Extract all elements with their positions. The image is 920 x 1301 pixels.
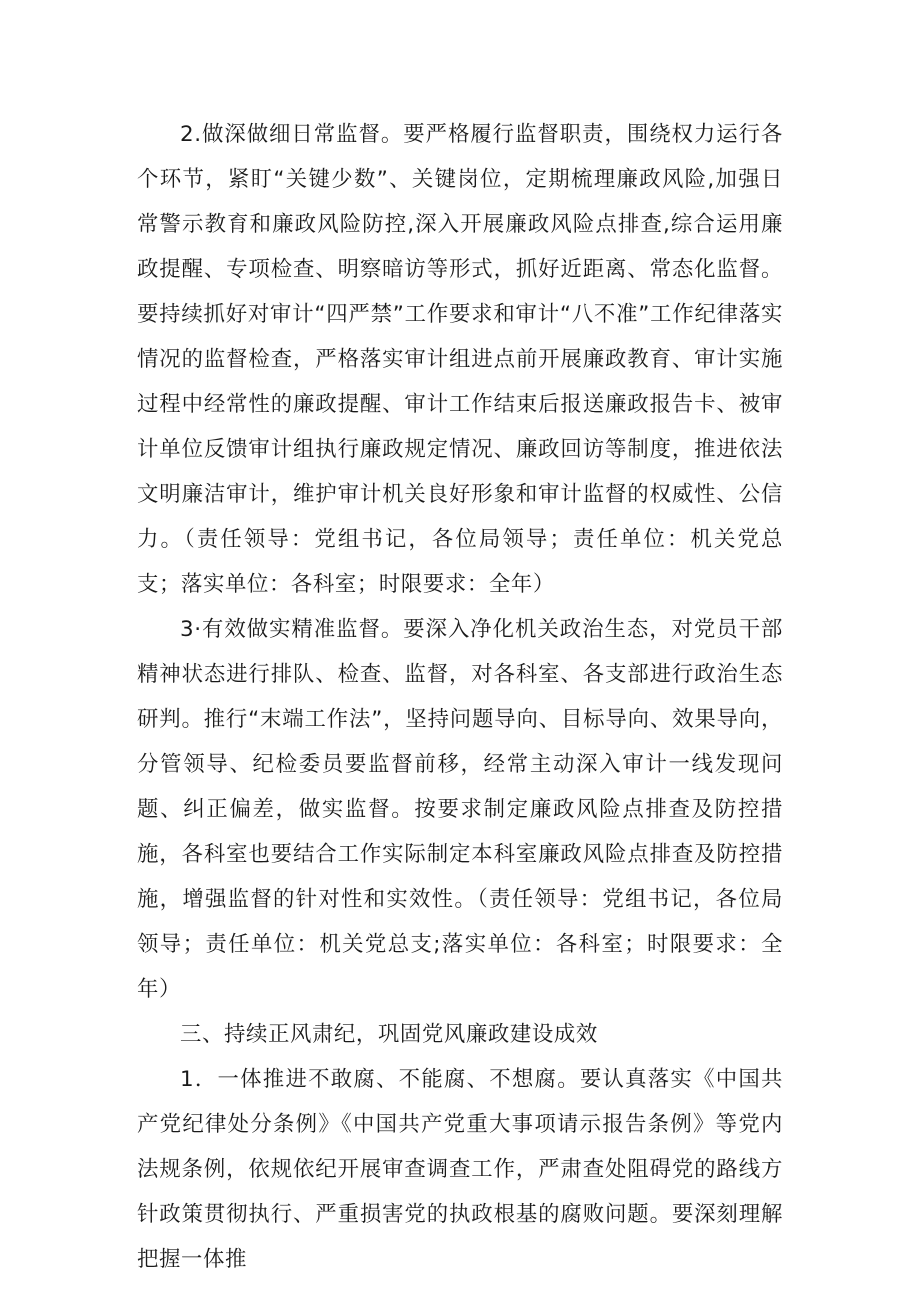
document-body <box>137 112 783 1282</box>
paragraph-anti-corruption: 1．一体推进不敢腐、不能腐、不想腐。要认真落实《中国共产党纪律处分条例》《中国共产党重大事项请示报告条例》等党内法规条例，依规依纪开展审查调查工作，严肃查处阻碍党的路线方针政策贯彻执行、严重损害党的执政根基的腐败问题。要深刻理解把握一体推 <box>137 1067 783 1272</box>
paragraph-precise-supervision: 3·有效做实精准监督。要深入净化机关政治生态，对党员干部精神状态进行排队、检查、监督，对各科室、各支部进行政治生态研判。推行“末端工作法”，坚持问题导向、目标导向、效果导向，分管领导、纪检委员要监督前移，经常主动深入审计一线发现问题、纠正偏差，做实监督。按要求制定廉政风险点排查及防控措施，各科室也要结合工作实际制定本科室廉政风险点排查及防控措施，增强监督的针对性和实效性。（责任领导：党组书记，各位局领导；责任单位：机关党总支;落实单位：各科室；时限要求：全年） <box>137 617 783 1002</box>
section-heading: 三、持续正风肃纪，巩固党风廉政建设成效 <box>180 1022 598 1047</box>
paragraph-daily-supervision: 2.做深做细日常监督。要严格履行监督职责，围绕权力运行各个环节，紧盯“关键少数”、关键岗位，定期梳理廉政风险,加强日常警示教育和廉政风险防控,深入开展廉政风险点排查,综合运用廉政提醒、专项检查、明察暗访等形式，抓好近距离、常态化监督。要持续抓好对审计“四严禁”工作要求和审计“八不准”工作纪律落实情况的监督检查，严格落实审计组进点前开展廉政教育、审计实施过程中经常性的廉政提醒、审计工作结束后报送廉政报告卡、被审计单位反馈审计组执行廉政规定情况、廉政回访等制度，推进依法文明廉洁审计，维护审计机关良好形象和审计监督的权威性、公信力。（责任领导：党组书记，各位局领导；责任单位：机关党总支；落实单位：各科室；时限要求：全年） <box>137 122 783 597</box>
